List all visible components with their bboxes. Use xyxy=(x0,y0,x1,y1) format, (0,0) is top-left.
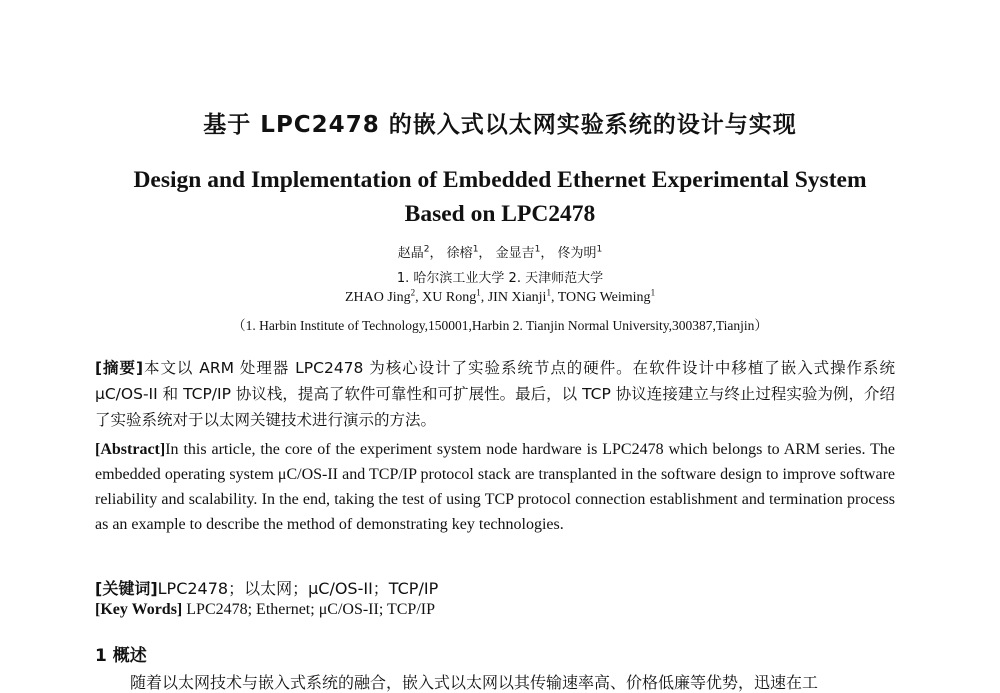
title-english-line2: Based on LPC2478 xyxy=(404,201,596,227)
author-affiliation-mark: 2 xyxy=(423,244,430,255)
title-english xyxy=(60,163,940,231)
authors-chinese: 赵晶$^2$， 徐榕$^1$， 金显吉$^1$， 佟为明$^1$ xyxy=(397,244,603,261)
title-chinese: 基于 LPC2478 的嵌入式以太网实验系统的设计与实现 xyxy=(203,112,797,138)
author-name: JIN Xianji xyxy=(487,290,547,305)
keywords-english xyxy=(95,601,435,619)
abstract-english-label: [Abstract] xyxy=(95,441,166,458)
author-name: 金显吉 xyxy=(495,246,535,261)
author-affiliation-mark: 1 xyxy=(596,244,603,255)
author-affiliation-mark: 1 xyxy=(476,287,481,298)
keywords-chinese-label: [关键词] xyxy=(95,579,158,598)
author-affiliation-mark: 1 xyxy=(534,244,541,255)
abstract-english xyxy=(95,437,895,537)
abstract-english-text: In this article, the core of the experiment system node hardware is LPC2478 which belongs to ARM series. The embedded operating system μC/OS-II and TCP/IP protocol stack are transplanted in the software design to improve software reliability and scalability. In the end, taking the test of using TCP protocol connection establishment and termination process as an example to describe the method of demonstrating key technologies. xyxy=(95,441,895,533)
author-name: TONG Weiming xyxy=(557,290,651,305)
keywords-chinese-text: LPC2478；以太网；μC/OS-II；TCP/IP xyxy=(157,579,439,598)
author-name: 徐榕 xyxy=(446,246,473,261)
author-name: XU Rong xyxy=(422,290,477,305)
author-affiliation-mark: 2 xyxy=(410,287,416,298)
author-affiliation-mark: 1 xyxy=(546,287,551,298)
abstract-chinese-label: [摘要] xyxy=(95,359,144,377)
authors-english: ZHAO Jing$^2$, XU Rong$^1$, JIN Xianji$^1$, TONG Weiming$^1$ xyxy=(344,287,656,305)
author-affiliation-mark: 1 xyxy=(650,287,656,298)
affiliations-english: （1. Harbin Institute of Technology,150001,Harbin 2. Tianjin Normal University,300387,Tianjin） xyxy=(232,318,768,333)
author-name: ZHAO Jing xyxy=(344,290,411,305)
section-heading: 1 概述 xyxy=(95,646,147,666)
abstract-chinese-text: 本文以 ARM 处理器 LPC2478 为核心设计了实验系统节点的硬件。在软件设计中移植了嵌入式操作系统 μC/OS-II 和 TCP/IP 协议栈，提高了软件可靠性和可扩展性。最后，以 TCP 协议连接建立与终止过程实验为例，介绍了实验系统对于以太网关键技术进行演示的方法。 xyxy=(95,359,895,429)
abstract-chinese xyxy=(95,355,895,433)
keywords-english-text: LPC2478; Ethernet; μC/OS-II; TCP/IP xyxy=(182,601,435,618)
author-name: 赵晶 xyxy=(397,246,424,261)
title-english-line1: Design and Implementation of Embedded Ethernet Experimental System xyxy=(133,167,867,193)
keywords-english-label: [Key Words] xyxy=(95,601,183,618)
body-paragraph: 随着以太网技术与嵌入式系统的融合，嵌入式以太网以其传输速率高、价格低廉等优势，迅速在工 xyxy=(130,673,819,692)
keywords-chinese xyxy=(95,576,438,599)
author-name: 佟为明 xyxy=(557,246,597,261)
affiliations-chinese: 1. 哈尔滨工业大学 2. 天津师范大学 xyxy=(396,271,604,286)
author-affiliation-mark: 1 xyxy=(472,244,479,255)
